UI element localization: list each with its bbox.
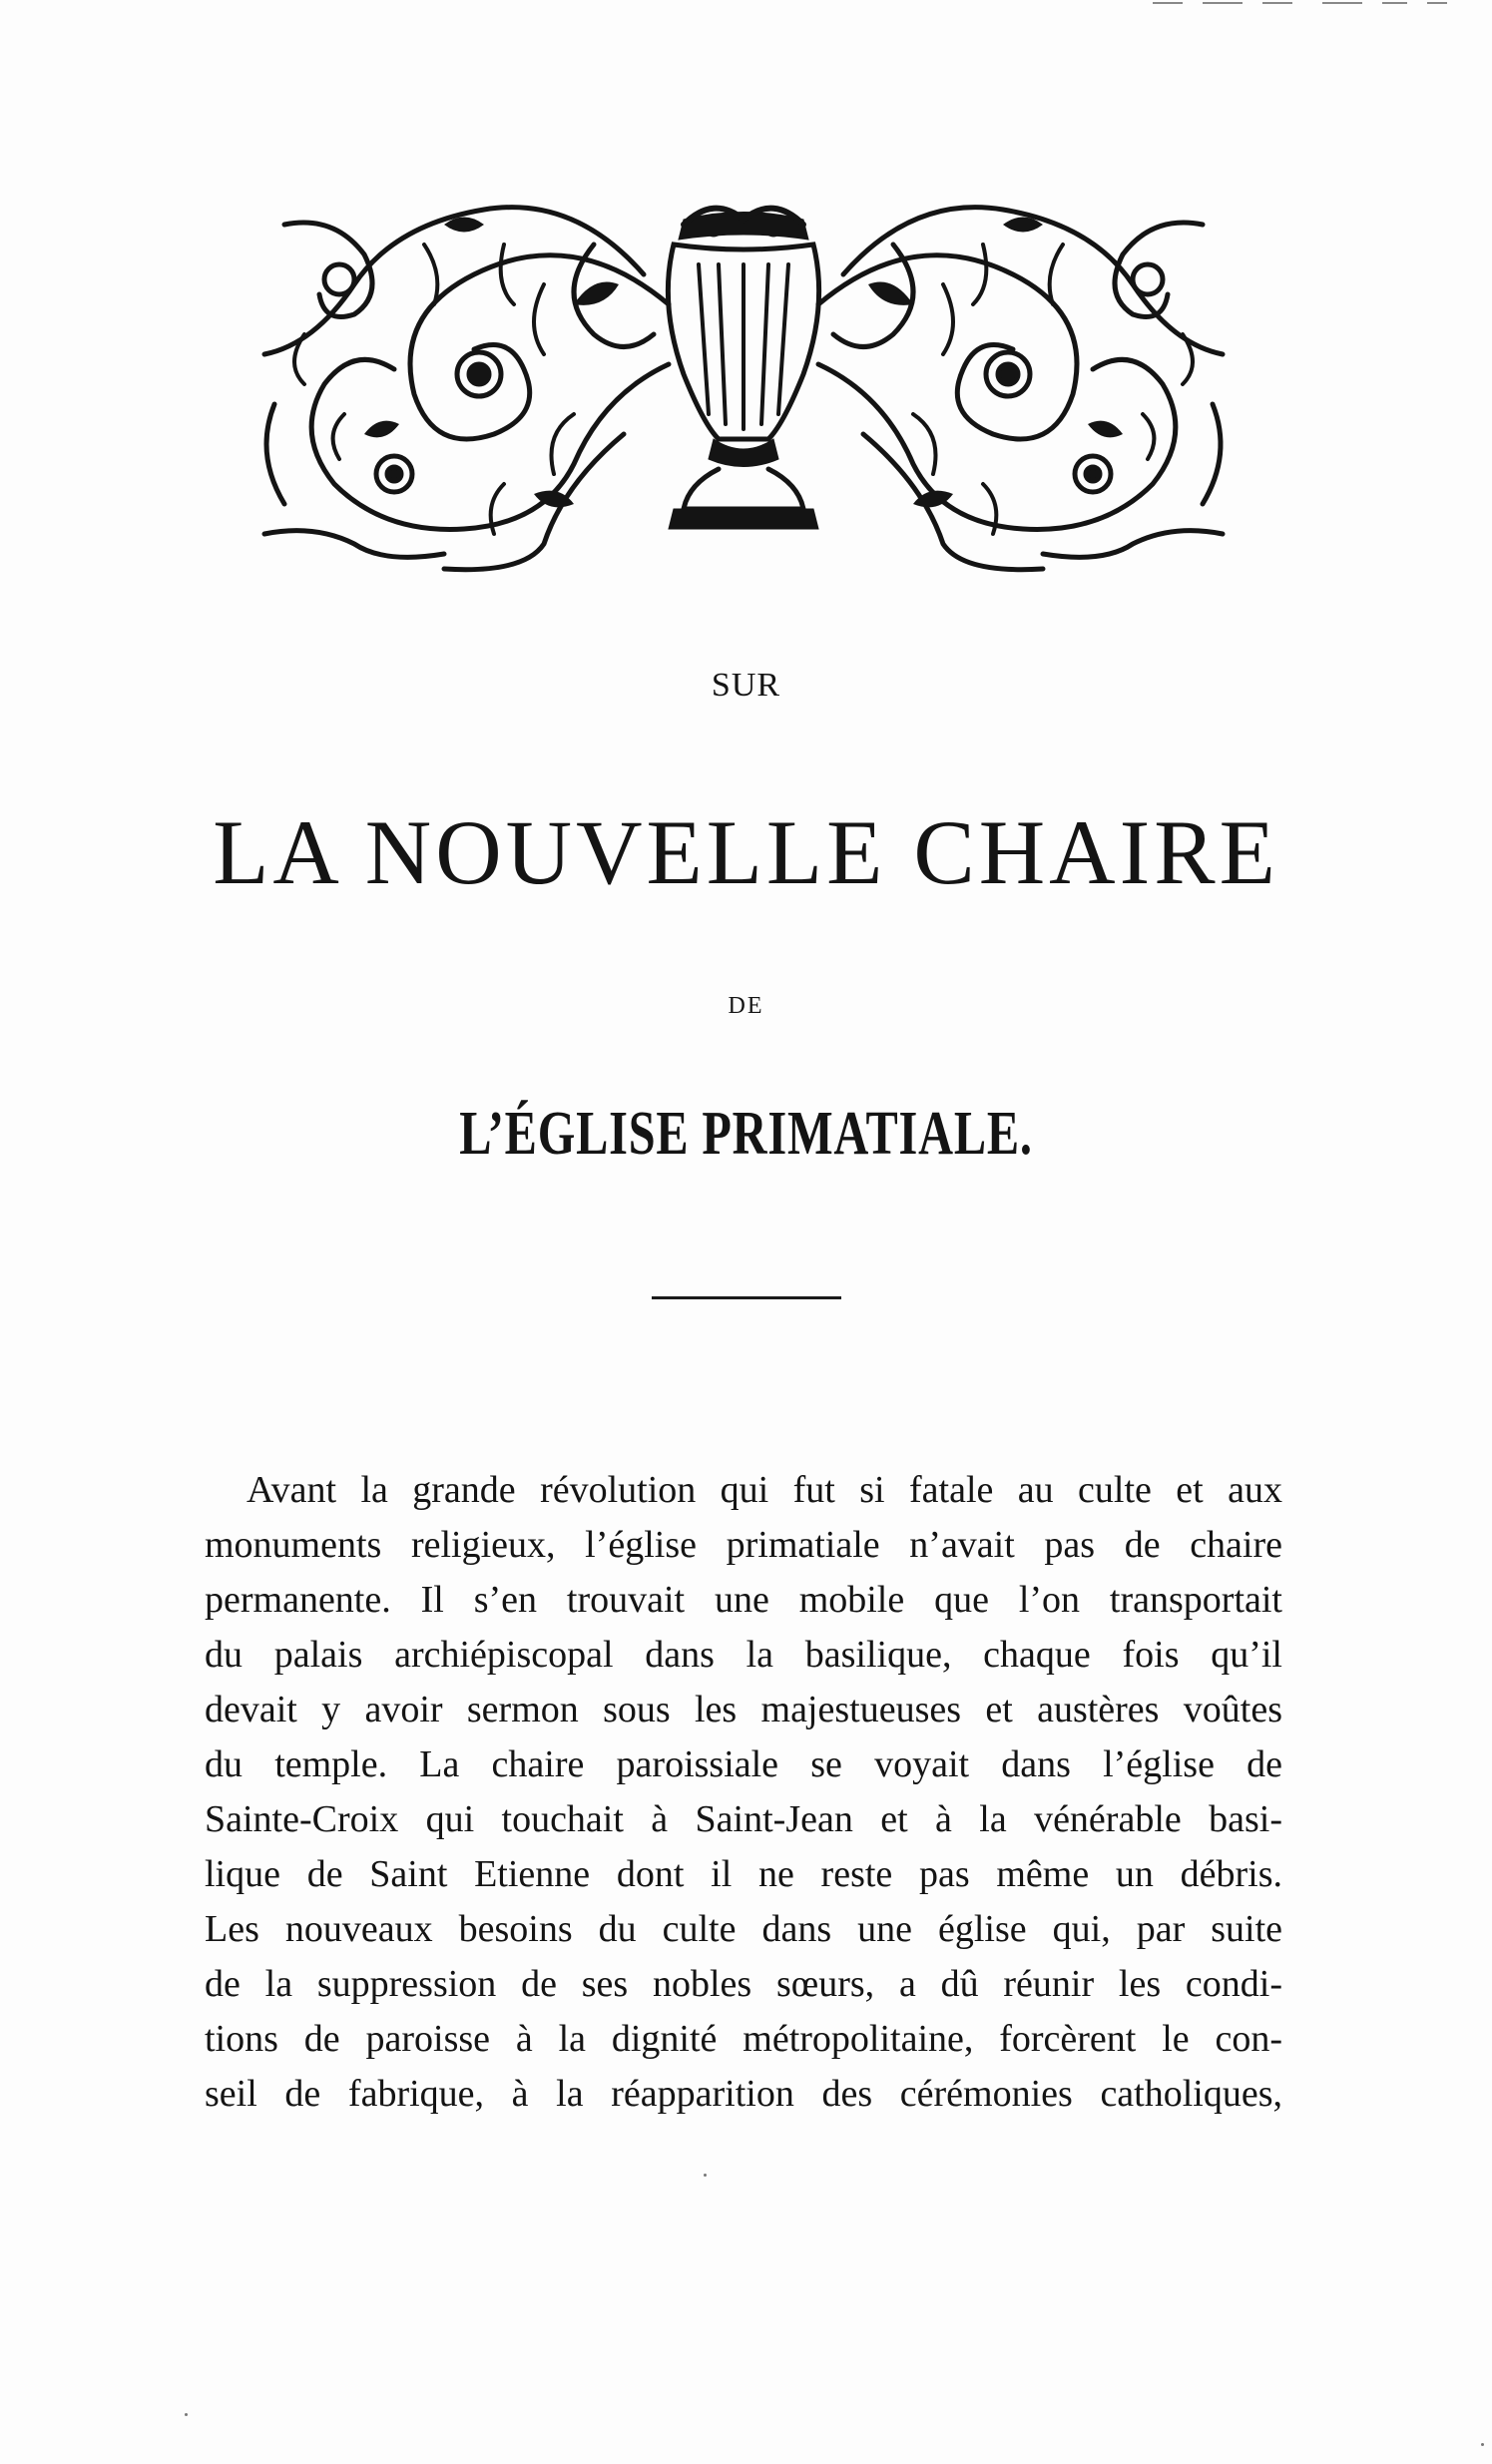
heading-connector: DE <box>728 993 764 1019</box>
text-line: de la suppression de ses nobles sœurs, a dû réunir les condi- <box>205 1963 1282 2005</box>
page-title: LA NOUVELLE CHAIRE <box>213 801 1279 903</box>
text-line: Les nouveaux besoins du culte dans une église qui, par suite <box>205 1908 1282 1950</box>
text-line: du temple. La chaire paroissiale se voyait dans l’église de <box>205 1743 1282 1785</box>
section-divider <box>652 1296 841 1299</box>
text-line: tions de paroisse à la dignité métropolitaine, forcèrent le con- <box>205 2018 1282 2060</box>
text-line: lique de Saint Etienne dont il ne reste pas même un débris. <box>205 1853 1282 1895</box>
ornamental-vase-with-scrolling-foliage-icon <box>245 185 1243 579</box>
left-foliage-scroll-icon <box>264 208 669 570</box>
right-foliage-scroll-icon <box>818 208 1223 570</box>
top-edge-marks <box>1143 0 1472 6</box>
text-line: Avant la grande révolution qui fut si fatale au culte et aux <box>247 1469 1282 1511</box>
heading-small-word: SUR <box>711 667 781 704</box>
paper-speck <box>704 2174 707 2177</box>
vase-icon <box>668 209 818 529</box>
page-subtitle: L’ÉGLISE PRIMATIALE. <box>459 1100 1033 1168</box>
text-line: monuments religieux, l’église primatiale n’avait pas de chaire <box>205 1524 1282 1566</box>
body-paragraph <box>205 1463 1282 2122</box>
paper-speck <box>185 2413 188 2416</box>
text-line: permanente. Il s’en trouvait une mobile que l’on transportait <box>205 1579 1282 1621</box>
paper-speck <box>1481 2443 1484 2446</box>
text-line: devait y avoir sermon sous les majestueuses et austères voûtes <box>205 1689 1282 1730</box>
text-line: du palais archiépiscopal dans la basilique, chaque fois qu’il <box>205 1634 1282 1676</box>
text-line: seil de fabrique, à la réapparition des cérémonies catholiques, <box>205 2073 1282 2115</box>
text-line: Sainte-Croix qui touchait à Saint-Jean et à la vénérable basi- <box>205 1798 1282 1840</box>
